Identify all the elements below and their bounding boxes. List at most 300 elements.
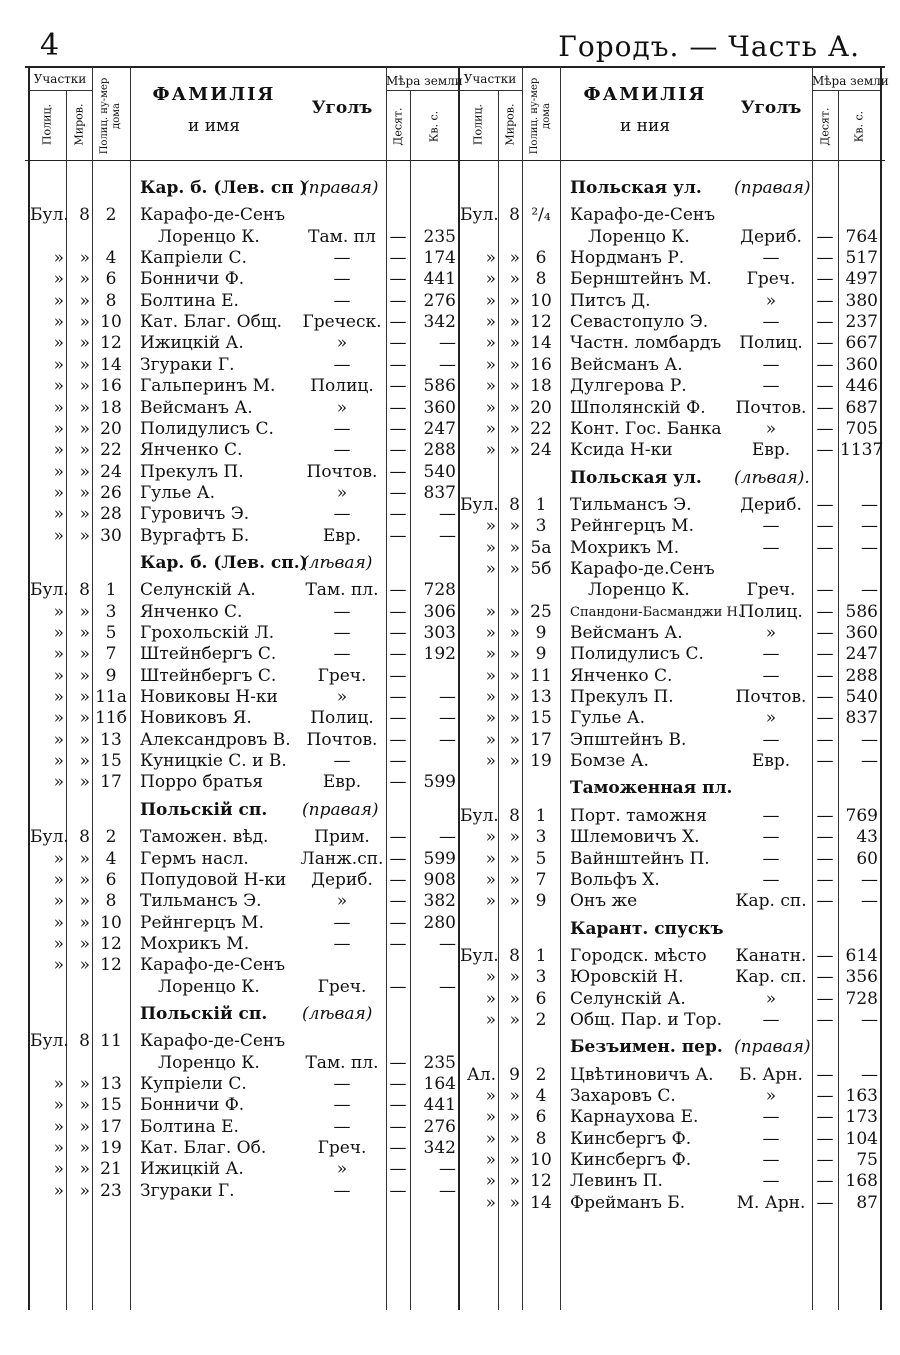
kvs-cell: — [861,494,878,515]
ugol-cell: — [333,601,351,622]
right_column-table-row [0,989,900,1010]
right_column-table-row [0,946,900,967]
desyat-cell: — [816,1086,834,1106]
desyat-cell: — [816,945,834,966]
nomer-cell: 10 [530,290,552,311]
right_column-section-side: (правая) [734,1037,811,1058]
kvs-cell: 163 [845,1086,878,1106]
name-cell: Згураки Г. [140,354,235,375]
ugol-cell: — [762,376,780,397]
ugol-cell: — [762,848,780,869]
ugol-cell: Там. пл. [305,1052,379,1073]
nomer-cell: 19 [530,751,552,772]
desyat-cell: — [389,248,407,269]
kvs-cell: 164 [423,1074,456,1094]
desyat-cell: — [816,988,834,1009]
polits-cell: » [485,440,496,461]
nomer-cell: 6 [105,869,117,890]
name-cell: Кинсбергъ Ф. [570,1128,692,1149]
desyat-cell: — [816,248,834,269]
kvs-cell: 247 [423,418,456,439]
polits-cell: » [53,376,64,397]
right_column-table-row [0,495,900,516]
nomer-cell: 17 [530,729,552,750]
nomer-cell: 20 [100,418,122,439]
name-cell: Спандони-Басманджи Н. [570,604,742,620]
nomer-cell: 3 [535,967,547,988]
ugol-cell: — [333,751,351,772]
mirov-cell: » [509,751,520,772]
mirov-cell: » [79,1159,90,1180]
desyat-cell: — [389,397,407,418]
right_column-table-row [0,967,900,988]
nomer-cell: 8 [105,891,117,912]
polits-cell: » [53,440,64,461]
ugol-cell: — [762,729,780,750]
nomer-cell: 2 [535,1064,547,1085]
kvs-cell: 764 [845,226,878,247]
desyat-cell: — [389,869,407,890]
mirov-cell: » [79,248,90,269]
polits-cell: » [485,418,496,439]
mirov-cell: » [509,988,520,1009]
polits-cell: » [53,397,64,418]
desyat-cell: — [389,482,407,503]
mirov-cell: » [79,525,90,546]
mirov-cell: » [509,516,520,537]
right_column-table-row [0,559,900,580]
ugol-cell: — [762,516,780,537]
left_column-section-side: (лѣвая) [302,552,373,573]
polits-cell: » [53,461,64,482]
mirov-cell: » [79,601,90,622]
polits-cell: Бул. [460,205,499,226]
mirov-cell: » [79,869,90,890]
kvs-cell: 599 [423,848,456,869]
name-cell: Порт. таможня [570,805,707,826]
ugol-cell: — [762,1171,780,1192]
mirov-cell: » [509,290,520,311]
mirov-cell: » [509,1192,520,1213]
kvs-cell: 60 [856,848,878,869]
polits-cell: » [485,1086,496,1106]
kvs-cell: — [861,869,878,890]
polits-cell: » [53,665,64,686]
ugol-cell: — [762,248,780,269]
kvs-cell: 705 [845,418,878,439]
ugol-cell: » [336,1159,348,1180]
right_column-table-row [0,1065,900,1086]
mirov-cell: » [79,772,90,793]
kvs-cell: 43 [856,827,878,848]
mirov-cell: 9 [509,1064,520,1085]
kvs-cell: 288 [845,665,878,686]
nomer-cell: 16 [100,376,122,397]
right_column-table-row [0,355,900,376]
desyat-cell: — [816,623,834,643]
nomer-cell: 11 [530,665,552,686]
polits-cell: » [485,1150,496,1171]
desyat-cell: — [816,312,834,333]
mirov-cell: » [509,376,520,397]
polits-cell: » [53,1180,64,1201]
polits-cell: » [485,1009,496,1030]
name-cell: Селунскій А. [570,988,686,1009]
kvs-cell: 104 [845,1128,878,1149]
desyat-cell: — [389,933,407,954]
polits-cell: » [53,290,64,311]
kvs-cell: 168 [845,1171,878,1192]
name-cell: Тильмансъ Э. [570,494,692,515]
mirov-cell: » [79,729,90,750]
nomer-cell: 9 [535,644,547,665]
left-header-imya: и имя [187,116,240,136]
name-cell: Карафо-де.Сенъ [570,558,715,579]
nomer-cell: 25 [530,601,552,622]
nomer-cell: 18 [530,376,552,397]
name-cell: Янченко С. [140,601,243,622]
name-cell: Кинсбергъ Ф. [570,1150,692,1171]
ugol-cell: Греч. [746,580,796,601]
desyat-cell: — [389,1074,407,1094]
desyat-cell: — [389,1052,407,1073]
desyat-cell: — [816,687,834,708]
ugol-cell: Греческ. [302,312,382,333]
name-cell: Новиковъ Я. [140,708,252,729]
polits-cell: » [485,891,496,912]
polits-cell: » [53,269,64,290]
kvs-cell: 667 [845,333,878,354]
name-cell: Ижицкій А. [140,1159,244,1180]
polits-cell: » [485,354,496,375]
nomer-cell: 4 [535,1086,547,1106]
name-cell: Рейнгерцъ М. [570,516,694,537]
kvs-cell: — [439,1159,456,1180]
ugol-cell: Почтов. [735,687,807,708]
nomer-cell: 2 [105,827,117,848]
mirov-cell: » [509,397,520,418]
name-cell: Нордманъ Р. [570,248,685,269]
mirov-cell: » [79,290,90,311]
right_column-table-row [0,1150,900,1171]
name-cell: Прекулъ П. [570,687,674,708]
left_column-table-row [0,772,900,793]
name-cell: Прекулъ П. [140,461,244,482]
ugol-cell: — [762,537,780,558]
ugol-cell: Полиц. [739,333,803,354]
kvs-cell: 288 [423,440,456,461]
polits-cell: » [485,269,496,290]
name-cell: Цвѣтиновичъ А. [570,1064,714,1085]
polits-cell: » [53,601,64,622]
kvs-cell: 586 [423,376,456,397]
ugol-cell: » [765,1086,777,1106]
polits-cell: » [485,1107,496,1128]
desyat-cell: — [816,354,834,375]
ugol-cell: » [765,623,777,643]
name-cell: Лоренцо К. [588,226,690,247]
name-cell: Бернштейнъ М. [570,269,712,290]
desyat-cell: — [816,269,834,290]
left-header-mera-rule [386,90,458,91]
mirov-cell: » [509,1150,520,1171]
desyat-cell: — [389,312,407,333]
right-header-familiya: ФАМИЛІЯ [583,84,707,105]
ugol-cell: Дериб. [311,869,373,890]
mirov-cell: » [509,1171,520,1192]
nomer-cell: 10 [530,1150,552,1171]
right_column-table-row [0,730,900,751]
left-header-nomer: Полиц. ну-мер дома [99,77,122,155]
desyat-cell: — [389,708,407,729]
name-cell: Вайнштейнъ П. [570,848,710,869]
name-cell: Бомзе А. [570,751,649,772]
polits-cell: » [485,248,496,269]
mirov-cell: » [79,1138,90,1159]
polits-cell: » [53,955,64,976]
name-cell: Штейнбергъ С. [140,665,277,686]
right_column-section-title: Карант. спускъ [570,918,724,939]
kvs-cell: 380 [845,290,878,311]
name-cell: Бонничи Ф. [140,1095,245,1116]
name-cell: Лоренцо К. [158,1052,260,1073]
ugol-cell: Почтов. [306,461,378,482]
desyat-cell: — [389,891,407,912]
ugol-cell: — [762,1009,780,1030]
ugol-cell: — [333,440,351,461]
ugol-cell: Полиц. [310,708,374,729]
kvs-cell: 517 [845,248,878,269]
polits-cell: » [53,772,64,793]
desyat-cell: — [816,891,834,912]
desyat-cell: — [816,644,834,665]
ugol-cell: Почтов. [306,729,378,750]
right_column-table-row [0,1171,900,1192]
mirov-cell: » [79,1074,90,1094]
right_column-table-row [0,708,900,729]
polits-cell: » [485,687,496,708]
nomer-cell: 17 [100,772,122,793]
polits-cell: » [53,687,64,708]
name-cell: Вургафтъ Б. [140,525,250,546]
polits-cell: Бул. [30,580,69,601]
kvs-cell: 192 [423,644,456,665]
running-title: Городъ. — Часть А. [558,30,860,63]
left-header-mirov: Миров. [72,103,86,146]
name-cell: Онъ же [570,891,638,912]
polits-cell: » [53,891,64,912]
desyat-cell: — [816,848,834,869]
ugol-cell: Евр. [751,440,791,461]
polits-cell: » [53,869,64,890]
right_column-section-title: Таможенная пл. [570,778,733,799]
right-header-uchastki: Участки [463,72,517,86]
desyat-cell: — [816,1064,834,1085]
polits-cell: Бул. [30,827,69,848]
name-cell: Гулье А. [140,482,216,503]
left-header-uchastki: Участки [33,72,87,86]
polits-cell: » [53,708,64,729]
name-cell: Гермъ насл. [140,848,249,869]
nomer-cell: 3 [105,601,117,622]
mirov-cell: » [509,729,520,750]
left-header-uchastki-rule [28,90,92,91]
left-header-mera: Мѣра земли [386,74,463,88]
desyat-cell: — [816,1128,834,1149]
kvs-cell: — [861,891,878,912]
kvs-cell: 235 [423,226,456,247]
right-header-mera-rule [812,90,880,91]
kvs-cell: — [861,751,878,772]
kvs-cell: 769 [845,805,878,826]
header-rule [25,160,885,161]
desyat-cell: — [816,751,834,772]
desyat-cell: — [816,537,834,558]
nomer-cell: 2 [105,205,117,226]
mirov-cell: » [509,967,520,988]
polits-cell: » [485,333,496,354]
right-header-desyat: Десят. [818,107,832,146]
nomer-cell: 12 [530,1171,552,1192]
nomer-cell: 6 [535,988,547,1009]
kvs-cell: 356 [845,967,878,988]
ugol-cell: — [333,1074,351,1094]
nomer-cell: 22 [100,440,122,461]
kvs-cell: — [439,729,456,750]
polits-cell: » [485,827,496,848]
right_column-section-side: (лѣвая). [734,467,810,488]
name-cell: Александровъ В. [140,729,291,750]
desyat-cell: — [389,354,407,375]
kvs-cell: 360 [423,397,456,418]
mirov-cell: » [79,418,90,439]
nomer-cell: 14 [530,1192,552,1213]
nomer-cell: 5 [535,848,547,869]
mirov-cell: » [79,912,90,933]
polits-cell: » [485,644,496,665]
name-cell: Севастопуло Э. [570,312,709,333]
mirov-cell: » [79,333,90,354]
desyat-cell: — [389,976,407,997]
polits-cell: » [53,1138,64,1159]
mirov-cell: 8 [79,205,90,226]
polits-cell: » [53,504,64,525]
ugol-cell: — [333,248,351,269]
right_column-table-row [0,870,900,891]
kvs-cell: — [439,708,456,729]
name-cell: Вольфъ Х. [570,869,660,890]
desyat-cell: — [389,376,407,397]
nomer-cell: 16 [530,354,552,375]
nomer-cell: 5б [530,558,552,579]
nomer-cell: 9 [535,891,547,912]
kvs-cell: — [439,525,456,546]
mirov-cell: » [79,376,90,397]
mirov-cell: » [509,354,520,375]
desyat-cell: — [389,1095,407,1116]
ugol-cell: — [762,805,780,826]
desyat-cell: — [816,1150,834,1171]
kvs-cell: — [861,537,878,558]
ugol-cell: — [333,1116,351,1137]
desyat-cell: — [389,729,407,750]
name-cell: Дулгерова Р. [570,376,687,397]
polits-cell: » [485,1128,496,1149]
right_column-table-row [0,644,900,665]
nomer-cell: 5а [530,537,552,558]
polits-cell: » [485,290,496,311]
right_column-section-title: Безъимен. пер. [570,1037,723,1058]
name-cell: Тильмансъ Э. [140,891,262,912]
nomer-cell: 19 [100,1138,122,1159]
name-cell: Карафо-де-Сенъ [140,205,286,226]
desyat-cell: — [389,269,407,290]
right_column-table-row [0,291,900,312]
desyat-cell: — [816,440,834,461]
right_column-table-row [0,440,900,461]
right_column-table-row [0,1086,900,1107]
mirov-cell: 8 [509,945,520,966]
ugol-cell: » [336,687,348,708]
name-cell: Левинъ П. [570,1171,663,1192]
right-header-mera: Мѣра земли [812,74,889,88]
name-cell: Частн. ломбардъ [570,333,722,354]
desyat-cell: — [389,827,407,848]
desyat-cell: — [816,601,834,622]
nomer-cell: 1 [105,580,117,601]
name-cell: Купріели С. [140,1074,247,1094]
polits-cell: » [53,1116,64,1137]
kvs-cell: 586 [845,601,878,622]
polits-cell: » [485,1171,496,1192]
nomer-cell: 8 [105,290,117,311]
ugol-cell: Полиц. [310,376,374,397]
nomer-cell: 20 [530,397,552,418]
nomer-cell: 7 [105,644,117,665]
left-header-kvs: Кв. с. [427,110,441,143]
desyat-cell: — [816,869,834,890]
polits-cell: » [485,516,496,537]
right_column-section-title: Польская ул. [570,178,702,198]
kvs-cell: 837 [423,482,456,503]
name-cell: Порро братья [140,772,264,793]
kvs-cell: 728 [423,580,456,601]
name-cell: Лоренцо К. [588,580,690,601]
polits-cell: » [53,933,64,954]
right_column-table-row [0,333,900,354]
polits-cell: Бул. [460,945,499,966]
desyat-cell: — [389,226,407,247]
name-cell: Фрейманъ Б. [570,1192,686,1213]
desyat-cell: — [816,494,834,515]
kvs-cell: — [439,504,456,525]
desyat-cell: — [389,848,407,869]
desyat-cell: — [816,665,834,686]
nomer-cell: 30 [100,525,122,546]
name-cell: Шлемовичъ Х. [570,827,700,848]
desyat-cell: — [389,580,407,601]
name-cell: Селунскій А. [140,580,256,601]
left_column-section-side: (правая) [302,178,379,198]
nomer-cell: 6 [535,1107,547,1128]
desyat-cell: — [816,1009,834,1030]
mirov-cell: » [509,1009,520,1030]
left_column-section-side: (лѣвая) [302,1003,373,1024]
polits-cell: » [53,1095,64,1116]
ugol-cell: Греч. [317,976,367,997]
polits-cell: » [53,623,64,643]
ugol-cell: » [336,397,348,418]
